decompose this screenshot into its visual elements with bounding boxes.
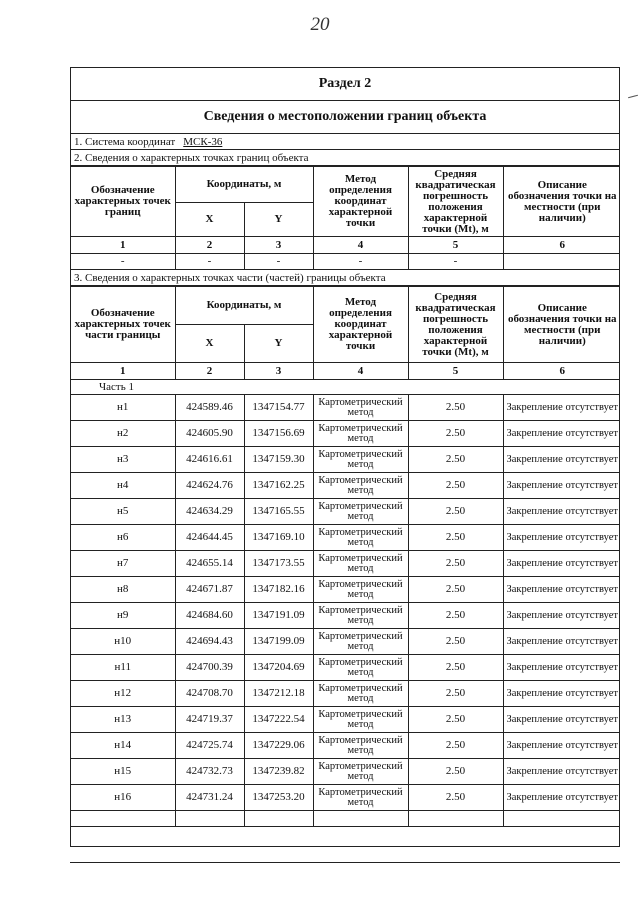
- point-accuracy: 2.50: [408, 577, 503, 603]
- point-method: Картометрический метод: [313, 447, 408, 473]
- point-method: Картометрический метод: [313, 395, 408, 421]
- point-accuracy: 2.50: [408, 759, 503, 785]
- column-number: 2: [175, 363, 244, 380]
- section-subtitle: Сведения о местоположении границ объекта: [71, 101, 619, 134]
- dash-cell: -: [313, 254, 408, 270]
- column-number: 1: [71, 363, 175, 380]
- point-accuracy: 2.50: [408, 499, 503, 525]
- point-id: н7: [71, 551, 175, 577]
- header-accuracy: Средняя квадратическая погрешность положения характерной точки (Mt), м: [408, 287, 503, 363]
- point-y: 1347154.77: [244, 395, 313, 421]
- point-accuracy: 2.50: [408, 655, 503, 681]
- point-method: Картометрический метод: [313, 655, 408, 681]
- point-description: Закрепление отсутствует: [503, 759, 620, 785]
- point-description: Закрепление отсутствует: [503, 629, 620, 655]
- point-accuracy: 2.50: [408, 681, 503, 707]
- point-description: Закрепление отсутствует: [503, 473, 620, 499]
- point-id: н10: [71, 629, 175, 655]
- point-id: н15: [71, 759, 175, 785]
- header-x: X: [175, 203, 244, 237]
- point-x: 424732.73: [175, 759, 244, 785]
- point-id: н4: [71, 473, 175, 499]
- point-x: 424725.74: [175, 733, 244, 759]
- header-designation: Обозначение характерных точек границ: [71, 167, 175, 237]
- empty-cell: [175, 811, 244, 827]
- point-x: 424589.46: [175, 395, 244, 421]
- table-row: [71, 473, 620, 499]
- point-x: 424708.70: [175, 681, 244, 707]
- point-accuracy: 2.50: [408, 395, 503, 421]
- table-row: [71, 629, 620, 655]
- point-y: 1347204.69: [244, 655, 313, 681]
- point-y: 1347239.82: [244, 759, 313, 785]
- point-method: Картометрический метод: [313, 733, 408, 759]
- point-y: 1347156.69: [244, 421, 313, 447]
- dash-cell: -: [408, 254, 503, 270]
- column-number: 5: [408, 363, 503, 380]
- point-description: Закрепление отсутствует: [503, 551, 620, 577]
- point-y: 1347159.30: [244, 447, 313, 473]
- point-method: Картометрический метод: [313, 707, 408, 733]
- point-x: 424605.90: [175, 421, 244, 447]
- point-id: н5: [71, 499, 175, 525]
- column-number: 6: [503, 363, 620, 380]
- point-x: 424719.37: [175, 707, 244, 733]
- point-y: 1347191.09: [244, 603, 313, 629]
- point-accuracy: 2.50: [408, 551, 503, 577]
- point-description: Закрепление отсутствует: [503, 655, 620, 681]
- point-x: 424700.39: [175, 655, 244, 681]
- point-method: Картометрический метод: [313, 577, 408, 603]
- point-accuracy: 2.50: [408, 473, 503, 499]
- point-id: н12: [71, 681, 175, 707]
- column-number: 4: [313, 363, 408, 380]
- header-description: Описание обозначения точки на местности (при наличии): [503, 167, 620, 237]
- point-y: 1347222.54: [244, 707, 313, 733]
- column-number: 1: [71, 237, 175, 254]
- point-y: 1347253.20: [244, 785, 313, 811]
- point-y: 1347162.25: [244, 473, 313, 499]
- header-description: Описание обозначения точки на местности (при наличии): [503, 287, 620, 363]
- part-label: Часть 1: [71, 380, 175, 395]
- point-id: н13: [71, 707, 175, 733]
- header-y: Y: [244, 325, 313, 363]
- point-id: н11: [71, 655, 175, 681]
- point-description: Закрепление отсутствует: [503, 525, 620, 551]
- point-accuracy: 2.50: [408, 525, 503, 551]
- point-x: 424731.24: [175, 785, 244, 811]
- point-id: н16: [71, 785, 175, 811]
- part-label-filler: [175, 380, 620, 395]
- section-title: Раздел 2: [71, 68, 619, 101]
- point-y: 1347229.06: [244, 733, 313, 759]
- dash-cell: [503, 254, 620, 270]
- margin-mark: [628, 95, 638, 99]
- dash-cell: -: [175, 254, 244, 270]
- point-accuracy: 2.50: [408, 447, 503, 473]
- coordinate-system-value: МСК-36: [183, 135, 223, 148]
- table-row: [71, 681, 620, 707]
- table-row: [71, 577, 620, 603]
- header-method: Метод определения координат характерной точки: [313, 167, 408, 237]
- point-description: Закрепление отсутствует: [503, 395, 620, 421]
- points-body: [71, 395, 620, 811]
- point-x: 424634.29: [175, 499, 244, 525]
- point-id: н1: [71, 395, 175, 421]
- point-id: н3: [71, 447, 175, 473]
- part-boundary-points-table: [71, 286, 620, 827]
- empty-cell: [71, 811, 175, 827]
- header-coordinates: Координаты, м: [175, 287, 313, 325]
- header-x: X: [175, 325, 244, 363]
- table-row: [71, 707, 620, 733]
- point-method: Картометрический метод: [313, 421, 408, 447]
- point-method: Картометрический метод: [313, 629, 408, 655]
- block2-title: 2. Сведения о характерных точках границ объекта: [71, 150, 619, 166]
- document-frame: [70, 67, 620, 847]
- point-x: 424624.76: [175, 473, 244, 499]
- header-designation: Обозначение характерных точек части границы: [71, 287, 175, 363]
- table-row: [71, 551, 620, 577]
- empty-cell: [244, 811, 313, 827]
- point-description: Закрепление отсутствует: [503, 577, 620, 603]
- table-row: [71, 395, 620, 421]
- point-y: 1347182.16: [244, 577, 313, 603]
- column-number: 3: [244, 237, 313, 254]
- point-y: 1347165.55: [244, 499, 313, 525]
- point-x: 424671.87: [175, 577, 244, 603]
- table-row: [71, 655, 620, 681]
- header-method: Метод определения координат характерной точки: [313, 287, 408, 363]
- point-description: Закрепление отсутствует: [503, 785, 620, 811]
- point-method: Картометрический метод: [313, 759, 408, 785]
- column-number: 2: [175, 237, 244, 254]
- point-id: н6: [71, 525, 175, 551]
- point-description: Закрепление отсутствует: [503, 707, 620, 733]
- block3-title: 3. Сведения о характерных точках части (частей) границы объекта: [71, 270, 619, 286]
- point-y: 1347199.09: [244, 629, 313, 655]
- point-id: н14: [71, 733, 175, 759]
- point-description: Закрепление отсутствует: [503, 421, 620, 447]
- point-x: 424684.60: [175, 603, 244, 629]
- table-row: [71, 421, 620, 447]
- boundary-points-table: [71, 166, 620, 270]
- point-accuracy: 2.50: [408, 733, 503, 759]
- empty-cell: [313, 811, 408, 827]
- point-description: Закрепление отсутствует: [503, 733, 620, 759]
- column-number: 3: [244, 363, 313, 380]
- point-accuracy: 2.50: [408, 421, 503, 447]
- empty-cell: [408, 811, 503, 827]
- empty-cell: [503, 811, 620, 827]
- column-number: 4: [313, 237, 408, 254]
- table-row: [71, 447, 620, 473]
- point-method: Картометрический метод: [313, 499, 408, 525]
- page-number: 20: [310, 14, 330, 35]
- coordinate-system-line: [71, 134, 619, 150]
- point-x: 424694.43: [175, 629, 244, 655]
- point-accuracy: 2.50: [408, 707, 503, 733]
- point-method: Картометрический метод: [313, 681, 408, 707]
- point-description: Закрепление отсутствует: [503, 681, 620, 707]
- point-method: Картометрический метод: [313, 473, 408, 499]
- table-row: [71, 785, 620, 811]
- point-id: н2: [71, 421, 175, 447]
- header-accuracy: Средняя квадратическая погрешность положения характерной точки (Mt), м: [408, 167, 503, 237]
- point-id: н9: [71, 603, 175, 629]
- point-accuracy: 2.50: [408, 629, 503, 655]
- point-description: Закрепление отсутствует: [503, 603, 620, 629]
- dash-cell: -: [244, 254, 313, 270]
- point-x: 424616.61: [175, 447, 244, 473]
- table-row: [71, 759, 620, 785]
- point-method: Картометрический метод: [313, 525, 408, 551]
- dash-cell: -: [71, 254, 175, 270]
- point-method: Картометрический метод: [313, 551, 408, 577]
- table-row: [71, 499, 620, 525]
- point-id: н8: [71, 577, 175, 603]
- point-y: 1347173.55: [244, 551, 313, 577]
- table-row: [71, 603, 620, 629]
- point-method: Картометрический метод: [313, 603, 408, 629]
- point-y: 1347212.18: [244, 681, 313, 707]
- point-accuracy: 2.50: [408, 603, 503, 629]
- column-number: 5: [408, 237, 503, 254]
- table-row: [71, 733, 620, 759]
- frame-bottom-line: [70, 862, 620, 863]
- header-y: Y: [244, 203, 313, 237]
- point-accuracy: 2.50: [408, 785, 503, 811]
- point-x: 424644.45: [175, 525, 244, 551]
- header-coordinates: Координаты, м: [175, 167, 313, 203]
- table-row: [71, 525, 620, 551]
- point-method: Картометрический метод: [313, 785, 408, 811]
- column-number: 6: [503, 237, 620, 254]
- point-description: Закрепление отсутствует: [503, 447, 620, 473]
- point-x: 424655.14: [175, 551, 244, 577]
- coordinate-system-label: 1. Система координат: [74, 135, 176, 148]
- point-y: 1347169.10: [244, 525, 313, 551]
- point-description: Закрепление отсутствует: [503, 499, 620, 525]
